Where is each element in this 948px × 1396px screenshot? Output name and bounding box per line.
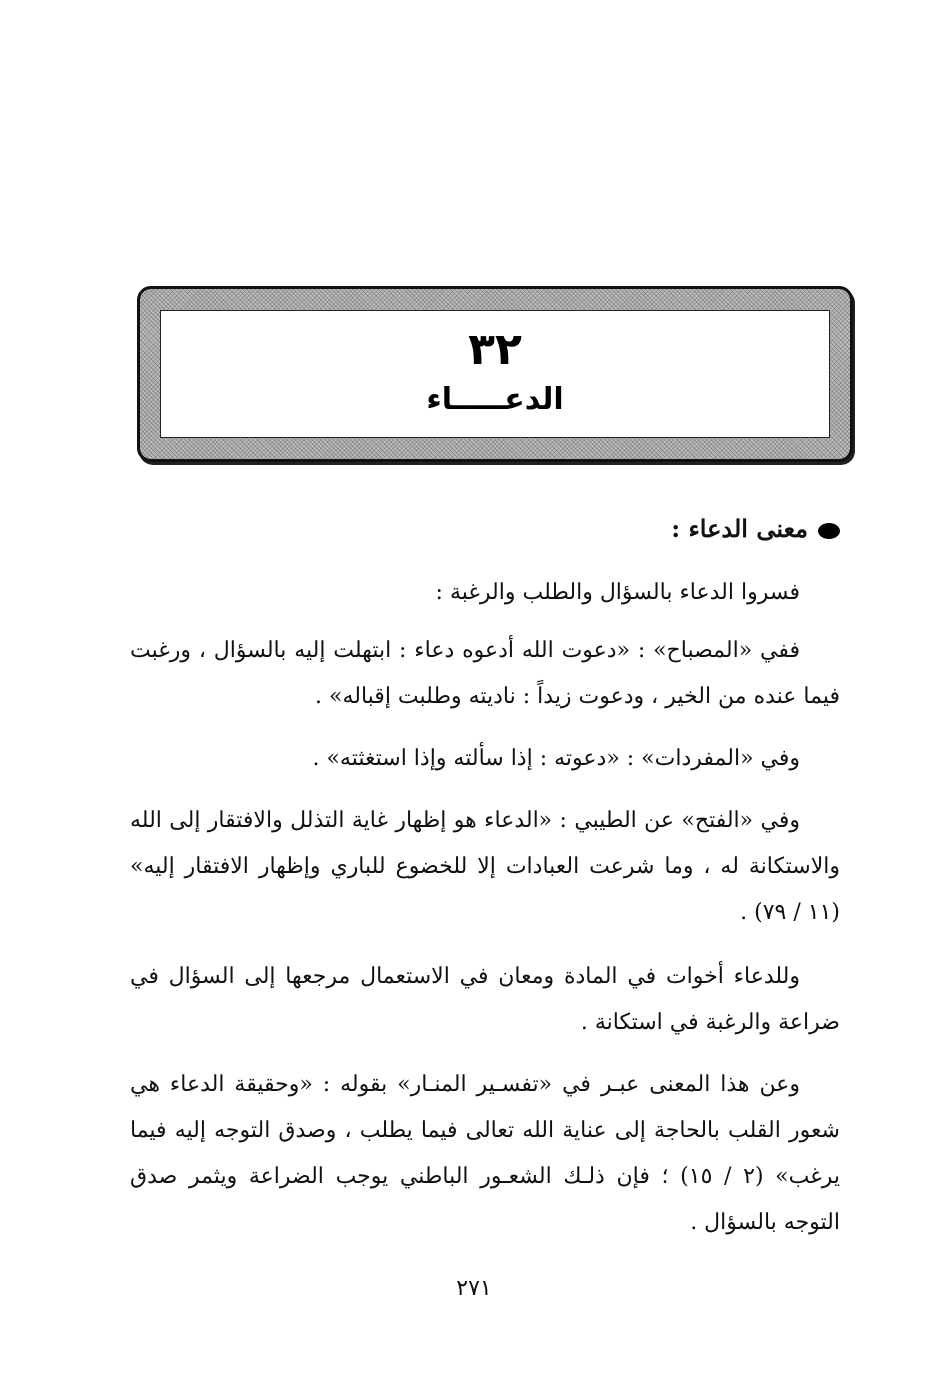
chapter-header-frame: [137, 286, 853, 462]
bullet-icon: [818, 523, 840, 539]
paragraph-5: وللدعاء أخوات في المادة ومعان في الاستعمال مرجعها إلى السؤال في ضراعة والرغبة في استكانة .: [130, 964, 840, 1035]
section-heading: [671, 506, 840, 552]
section-heading-text: معنى الدعاء :: [671, 514, 808, 543]
paragraph-1: فسروا الدعاء بالسؤال والطلب والرغبة :: [435, 580, 800, 605]
paragraph-3: وفي «المفردات» : «دعوته : إذا سألته وإذا استغثته» .: [312, 746, 800, 771]
chapter-title: الدعـــــاء: [426, 382, 564, 417]
paragraph-2: ففي «المصباح» : «دعوت الله أدعوه دعاء : ابتهلت إليه بالسؤال ، ورغبت فيما عنده من الخير ، ودعوت زيداً : ناديته وطلبت إقباله» .: [130, 638, 840, 709]
chapter-number: ٣٢: [468, 324, 522, 375]
paragraph-4: وفي «الفتح» عن الطيبي : «الدعاء هو إظهار غاية التذلل والافتقار إلى الله والاستكانة له ، وما شرعت العبادات إلا للخضوع للباري وإظهار الافتقار إليه» (١١ / ٧٩) .: [130, 808, 840, 925]
paragraph-6: وعن هذا المعنى عبـر في «تفسـير المنـار» بقوله : «وحقيقة الدعاء هي شعور القلب بالحاجة إلى عناية الله تعالى فيما يطلب ، وصدق التوجه إليه فيما يرغب» (٢ / ١٥) ؛ فإن ذلـك الشعـور الباطني يوجب الضراعة ويثمر صدق التوجه بالسؤال .: [130, 1072, 841, 1235]
page-number: ٢٧١: [456, 1276, 492, 1301]
chapter-header-box: [160, 310, 830, 438]
